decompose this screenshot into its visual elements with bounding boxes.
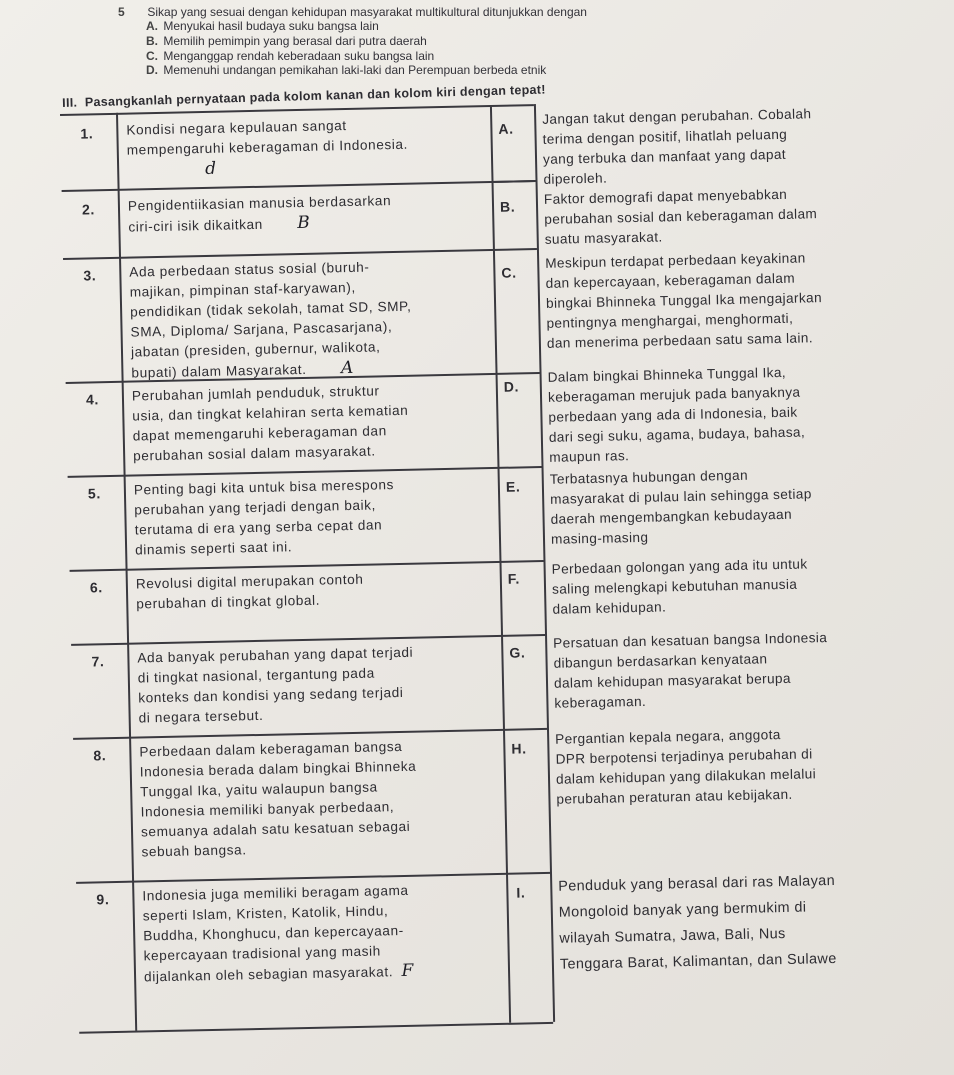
option-text: Memenuhi undangan pemikahan laki-laki dan Perempuan berbeda etnik: [163, 63, 547, 77]
left-item-7: [137, 643, 414, 729]
right-line: yang terbuka dan manfaat yang dapat: [542, 146, 787, 167]
option-letter: C.: [501, 264, 517, 281]
right-item-c: [545, 248, 823, 354]
right-line: perubahan peraturan atau kebijakan.: [556, 786, 793, 807]
left-line: kepercayaan tradisional yang masih: [143, 943, 382, 964]
right-line: Perbedaan golongan yang ada itu untuk: [551, 556, 808, 577]
option-a: [146, 20, 379, 33]
left-line: jabatan (presiden, gubernur, walikota,: [130, 339, 381, 360]
question-number: 5: [118, 5, 125, 19]
right-line: saling melengkapi kebutuhan manusia: [551, 576, 798, 597]
left-item-8: [139, 737, 418, 863]
left-line: bupati) dalam Masyarakat.: [131, 361, 307, 381]
left-item-1: [126, 115, 408, 181]
left-line: sebuah bangsa.: [141, 842, 247, 860]
right-item-h: [555, 724, 817, 809]
right-line: Tenggara Barat, Kalimantan, dan Sulawe: [559, 950, 837, 973]
option-letter: H.: [511, 740, 527, 757]
option-c: [146, 50, 434, 63]
left-line: Tunggal Ika, yaitu walaupun bangsa: [140, 779, 378, 800]
left-line: di tingkat nasional, tergantung pada: [137, 665, 375, 686]
left-line: di negara tersebut.: [138, 707, 264, 726]
letter-divider: [491, 180, 535, 183]
left-line: Kondisi negara kepulauan sangat: [126, 117, 347, 138]
right-line: DPR berpotensi terjadinya perubahan di: [555, 746, 813, 767]
right-line: pentingnya menghargai, menghormati,: [546, 310, 794, 331]
right-line: dibangun berdasarkan kenyataan: [553, 651, 768, 671]
left-line: Buddha, Khonghucu, dan kepercayaan-: [143, 922, 404, 944]
option-letter: I.: [516, 884, 526, 901]
left-line: Indonesia memiliki banyak perbedaan,: [140, 799, 395, 820]
left-line: Ada banyak perubahan yang dapat terjadi: [137, 644, 414, 666]
right-line: Terbatasnya hubungan dengan: [549, 467, 749, 487]
left-item-number: 5.: [87, 485, 102, 502]
handwritten-answer: F: [401, 960, 415, 982]
left-line: usia, dan tingkat kelahiran serta kematian: [132, 402, 409, 424]
right-line: Dalam bingkai Bhinneka Tunggal Ika,: [547, 364, 787, 385]
option-letter: E.: [505, 478, 521, 495]
column-divider: [490, 105, 511, 1023]
column-divider: [116, 113, 137, 1031]
right-item-a: [542, 104, 813, 190]
matching-table: [60, 96, 954, 1034]
right-line: masyarakat di pulau lain sehingga setiap: [550, 486, 812, 507]
left-line: perubahan sosial dalam masyarakat.: [133, 443, 376, 464]
handwritten-answer: A: [340, 357, 355, 379]
right-item-g: [553, 628, 829, 714]
left-item-4: [132, 381, 410, 467]
left-item-number: 2.: [81, 201, 96, 218]
left-line: Indonesia berada dalam bingkai Bhinneka: [139, 758, 417, 780]
option-text: Menyukai hasil budaya suku bangsa lain: [163, 19, 379, 33]
right-line: diperoleh.: [543, 170, 608, 187]
right-line: maupun ras.: [549, 448, 630, 465]
option-d: [146, 64, 546, 77]
row-divider: [62, 180, 536, 192]
right-line: Meskipun terdapat perbedaan keyakinan: [545, 250, 806, 271]
left-line: pendidikan (tidak sekolah, tamat SD, SMP,: [130, 298, 412, 320]
left-line: SMA, Diploma/ Sarjana, Pascasarjana),: [130, 319, 393, 340]
left-line: dapat memengaruhi keberagaman dan: [132, 423, 387, 444]
right-line: dalam kehidupan.: [552, 599, 667, 617]
left-item-9: [142, 881, 414, 988]
right-line: Faktor demografi dapat menyebabkan: [543, 186, 788, 207]
left-line: Perubahan jumlah penduduk, struktur: [131, 383, 380, 404]
left-item-number: 8.: [93, 747, 107, 764]
left-line: perubahan yang terjadi dengan baik,: [134, 497, 377, 518]
section-label: III.: [62, 95, 78, 110]
left-item-3: [129, 257, 413, 384]
left-item-number: 9.: [96, 891, 110, 908]
right-line: Mongoloid banyak yang bermukim di: [558, 899, 807, 921]
left-line: dijalankan oleh sebagian masyarakat.: [143, 964, 394, 985]
section-instruction: Pasangkanlah pernyataan pada kolom kanan dan kolom kiri dengan tepat!: [84, 82, 546, 110]
question-5-stem: [118, 6, 587, 19]
right-line: masing-masing: [550, 529, 649, 547]
left-line: Revolusi digital merupakan contoh: [135, 571, 364, 592]
right-line: perbedaan yang ada di Indonesia, baik: [548, 404, 798, 425]
right-line: dan menerima perbedaan satu sama lain.: [546, 330, 814, 351]
right-item-f: [551, 554, 808, 619]
right-line: perubahan sosial dan keberagaman dalam: [544, 206, 818, 227]
option-letter: A.: [498, 120, 514, 137]
right-line: terima dengan positif, lihatlah peluang: [542, 126, 788, 147]
option-b: [146, 35, 427, 48]
left-line: Ada perbedaan status sosial (buruh-: [129, 259, 370, 280]
right-line: keberagaman merujuk pada banyaknya: [547, 384, 801, 405]
left-line: Pengidentiikasian manusia berdasarkan: [127, 193, 392, 214]
left-item-6: [136, 570, 364, 615]
right-line: suatu masyarakat.: [544, 229, 663, 247]
right-item-e: [550, 464, 813, 549]
option-letter: B.: [499, 198, 516, 215]
left-line: Indonesia juga memiliki beragam agama: [142, 882, 409, 904]
left-line: majikan, pimpinan staf-karyawan),: [129, 279, 356, 300]
left-item-number: 4.: [85, 391, 100, 408]
option-letter: G.: [509, 644, 526, 661]
left-line: perubahan di tingkat global.: [136, 592, 321, 612]
right-line: keberagaman.: [554, 693, 647, 711]
left-item-number: 1.: [80, 125, 94, 142]
right-line: Penduduk yang berasal dari ras Malayan: [558, 872, 836, 895]
left-item-number: 3.: [83, 267, 97, 284]
option-text: Menganggap rendah keberadaan suku bangsa lain: [163, 49, 435, 63]
handwritten-answer: d: [204, 158, 217, 179]
right-line: bingkai Bhinneka Tunggal Ika mengajarkan: [545, 290, 823, 311]
left-line: seperti Islam, Kristen, Katolik, Hindu,: [142, 903, 389, 924]
question-text: Sikap yang sesuai dengan kehidupan masyarakat multikultural ditunjukkan dengan: [147, 5, 587, 19]
right-line: daerah mengembangkan kebudayaan: [550, 506, 793, 527]
left-line: ciri-ciri isik dikaitkan: [128, 216, 264, 235]
option-marker: B.: [146, 34, 158, 48]
left-item-2: [128, 191, 392, 238]
right-item-d: [547, 362, 805, 467]
right-line: dari segi suku, agama, budaya, bahasa,: [548, 424, 806, 445]
left-item-number: 6.: [89, 579, 103, 596]
right-line: dalam kehidupan masyarakat berupa: [553, 670, 792, 691]
option-text: Memilih pemimpin yang berasal dari putra daerah: [163, 34, 427, 48]
option-marker: D.: [146, 63, 158, 77]
left-line: Perbedaan dalam keberagaman bangsa: [139, 738, 403, 760]
right-line: wilayah Sumatra, Jawa, Bali, Nus: [559, 925, 786, 947]
right-line: Jangan takut dengan perubahan. Cobalah: [542, 106, 812, 127]
option-marker: A.: [146, 19, 158, 33]
option-letter: D.: [503, 378, 520, 395]
left-item-number: 7.: [91, 653, 105, 670]
right-line: Persatuan dan kesatuan bangsa Indonesia: [553, 630, 828, 651]
handwritten-answer: B: [297, 212, 311, 234]
left-line: mempengaruhi keberagaman di Indonesia.: [126, 136, 409, 158]
left-line: Penting bagi kita untuk bisa merespons: [133, 477, 395, 498]
right-line: dan kepercayaan, keberagaman dalam: [545, 270, 796, 291]
row-divider: [79, 1022, 553, 1034]
left-line: semuanya adalah satu kesatuan sebagai: [140, 818, 411, 840]
left-line: dinamis seperti saat ini.: [134, 539, 293, 558]
left-item-5: [134, 475, 396, 560]
option-letter: F.: [507, 570, 521, 587]
option-marker: C.: [146, 49, 158, 63]
left-line: konteks dan kondisi yang sedang terjadi: [138, 684, 404, 706]
left-line: terutama di era yang serba cepat dan: [134, 517, 383, 538]
right-line: dalam kehidupan yang dilakukan melalui: [555, 766, 817, 787]
right-item-i: [558, 868, 837, 978]
right-line: Pergantian kepala negara, anggota: [555, 727, 781, 747]
right-item-b: [544, 184, 818, 250]
